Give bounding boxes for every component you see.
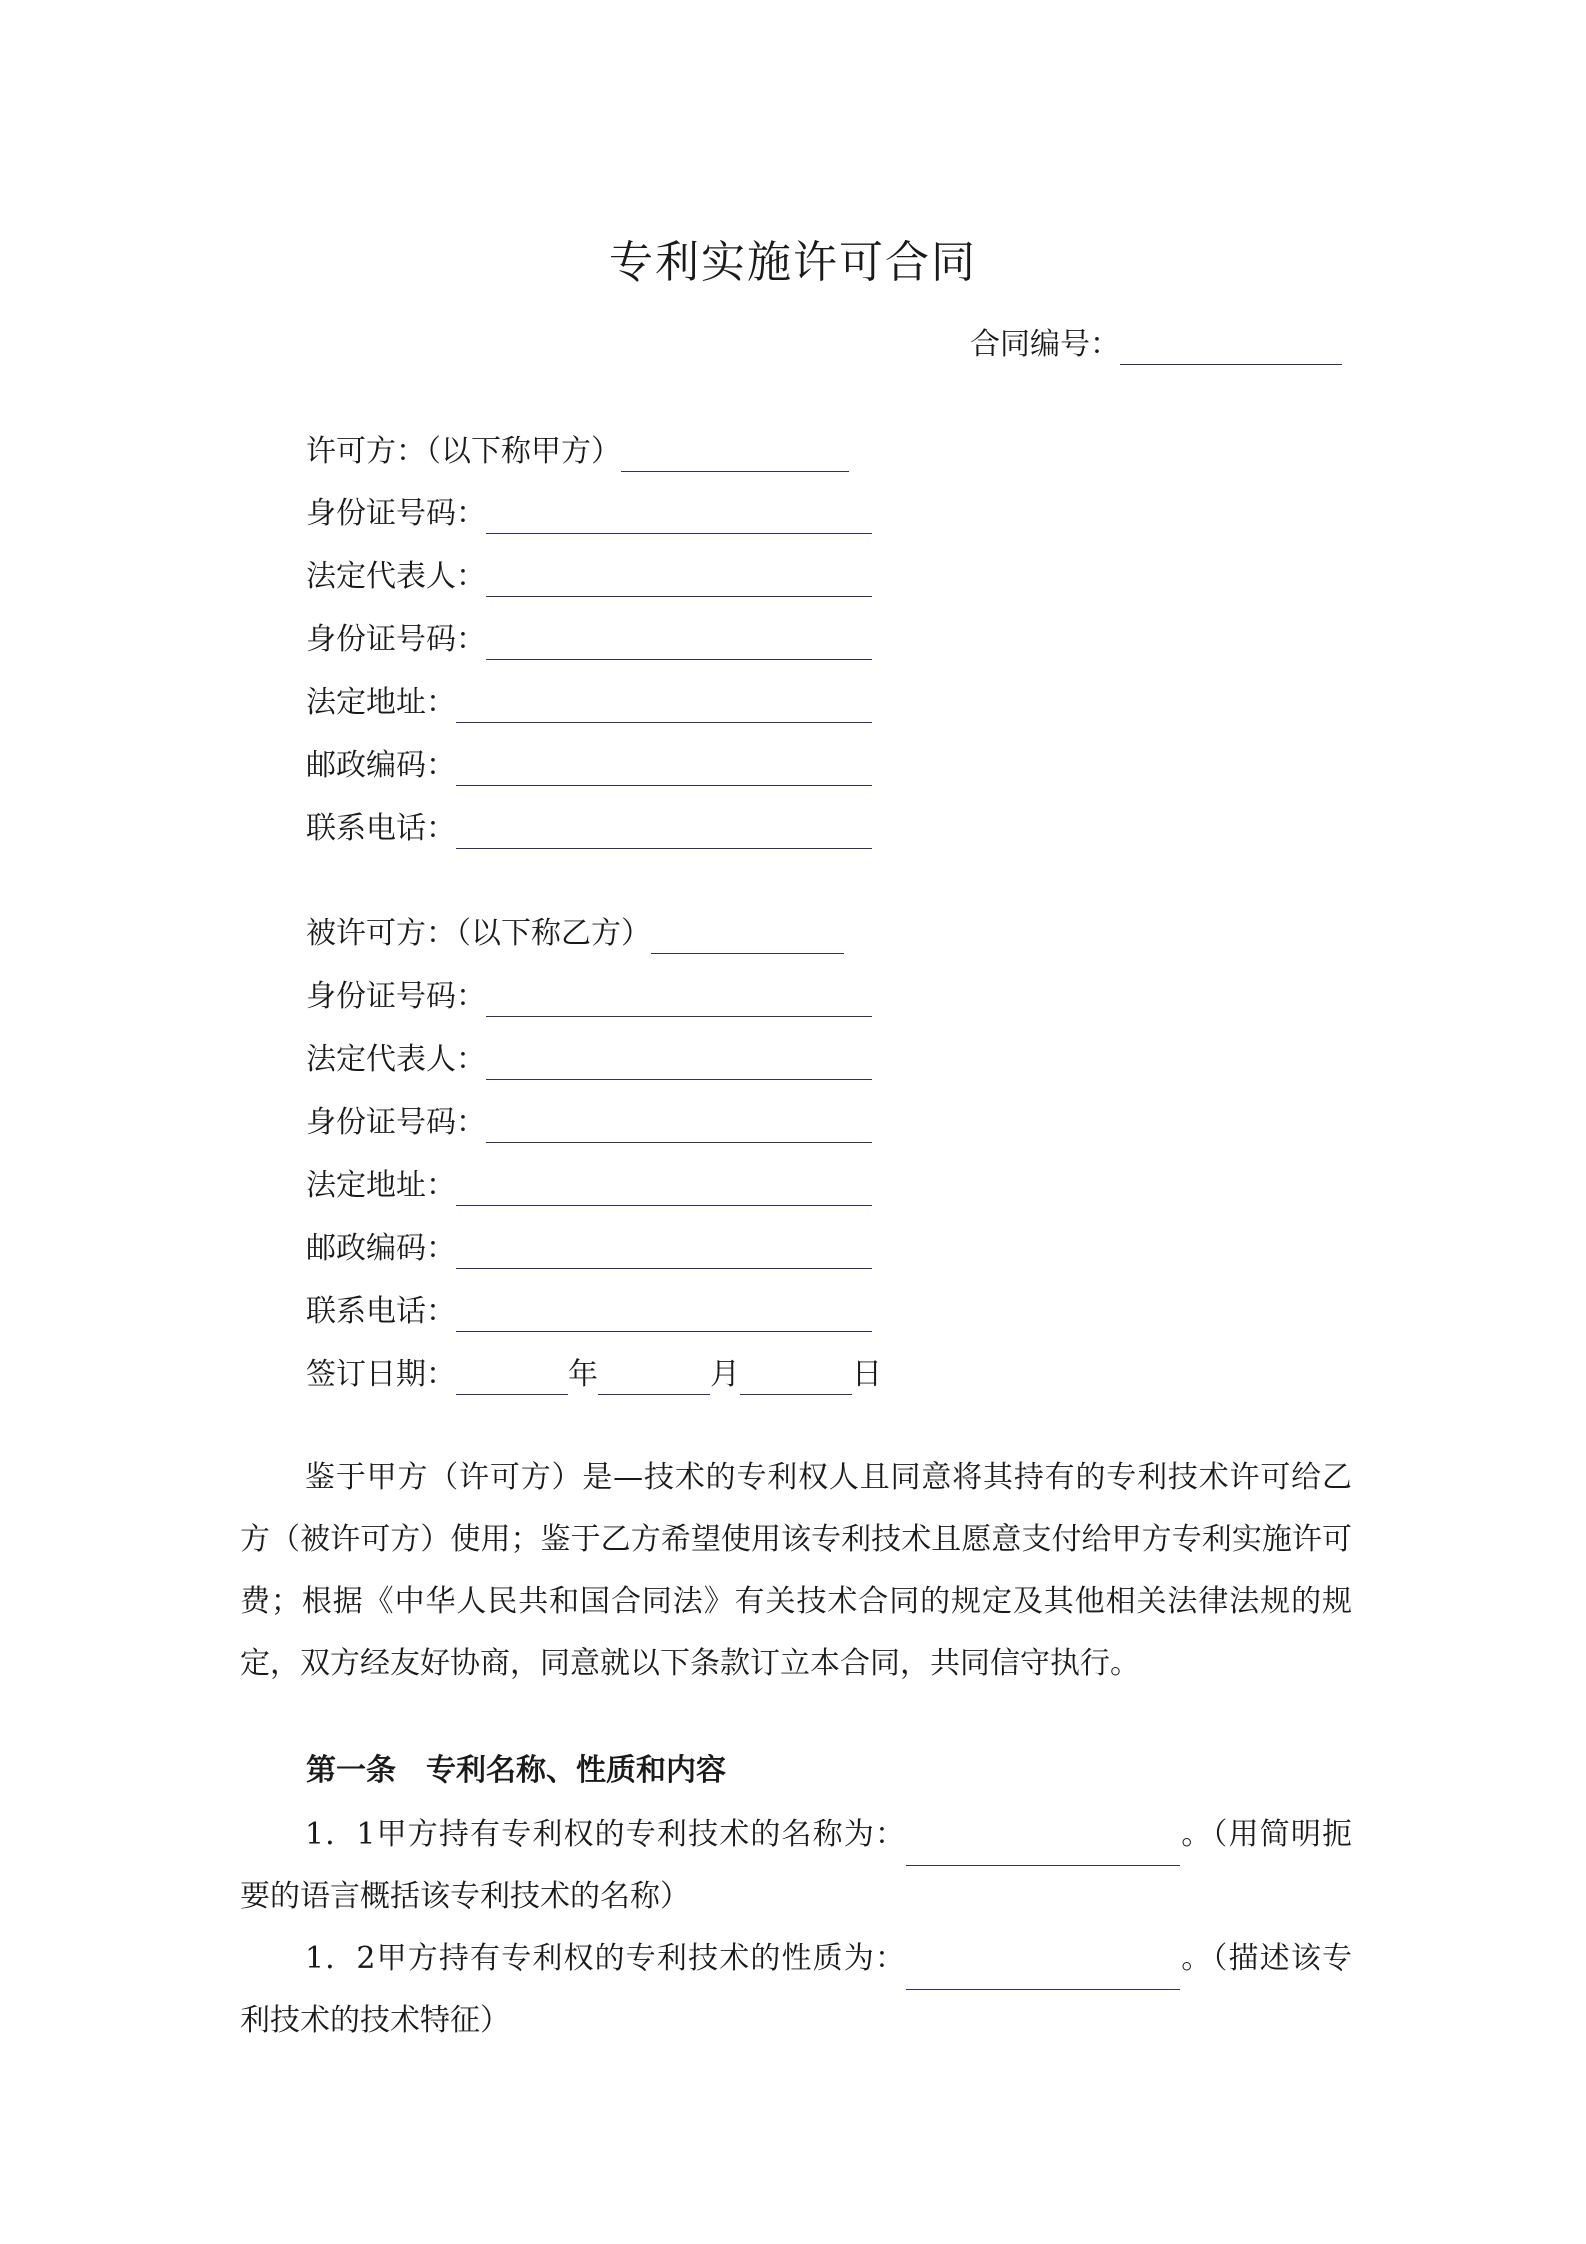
field-label: 法定地址： [306, 685, 456, 720]
licensor-field-row [306, 557, 872, 597]
field-blank[interactable] [456, 753, 872, 786]
licensee-field-row [306, 1166, 872, 1206]
licensee-field-row [306, 1292, 872, 1332]
field-label: 法定地址： [306, 1168, 456, 1203]
patent-name-blank[interactable] [906, 1835, 1180, 1866]
field-blank[interactable] [456, 1173, 872, 1206]
clause-1-1-note: 。（用简明扼要的语言概括该专利技术的名称） [240, 1817, 1352, 1914]
clause-1-1 [240, 1804, 1352, 1928]
field-label: 身份证号码： [306, 622, 486, 657]
clause-1-2-note: 。（描述该专利技术的技术特征） [240, 1941, 1352, 2038]
year-label: 年 [568, 1357, 598, 1392]
licensor-field-row [306, 809, 872, 849]
licensor-header-row [306, 432, 849, 472]
document-title: 专利实施许可合同 [609, 237, 977, 288]
licensee-field-row [306, 1103, 872, 1143]
licensee-field-row [306, 1040, 872, 1080]
month-blank[interactable] [598, 1362, 710, 1395]
field-label: 法定代表人： [306, 559, 486, 594]
clause-1-1-text: 1．1甲方持有专利权的专利技术的名称为： [305, 1817, 907, 1852]
clause-1-2 [240, 1928, 1352, 2052]
licensor-field-row [306, 683, 872, 723]
contract-number-blank[interactable] [1120, 332, 1342, 365]
field-blank[interactable] [456, 1236, 872, 1269]
field-blank[interactable] [486, 1110, 872, 1143]
preamble-paragraph: 鉴于甲方（许可方）是—技术的专利权人且同意将其持有的专利技术许可给乙方（被许可方）使用；鉴于乙方希望使用该专利技术且愿意支付给甲方专利实施许可费；根据《中华人民共和国合同法》有关技术合同的规定及其他相关法律法规的规定，双方经友好协商，同意就以下条款订立本合同，共同信守执行。 [240, 1460, 1352, 1681]
licensor-field-row [306, 494, 872, 534]
field-blank[interactable] [456, 690, 872, 723]
licensee-header-row [306, 914, 844, 954]
licensor-field-row [306, 620, 872, 660]
field-blank[interactable] [486, 1047, 872, 1080]
field-blank[interactable] [486, 984, 872, 1017]
article-1-heading: 第一条 专利名称、性质和内容 [306, 1753, 726, 1788]
licensee-header: 被许可方：（以下称乙方） [306, 916, 651, 951]
field-blank[interactable] [456, 816, 872, 849]
field-label: 邮政编码： [306, 748, 456, 783]
licensor-field-row [306, 746, 872, 786]
field-label: 身份证号码： [306, 1105, 486, 1140]
licensor-header: 许可方：（以下称甲方） [306, 434, 621, 469]
field-label: 身份证号码： [306, 496, 486, 531]
year-blank[interactable] [456, 1362, 568, 1395]
month-label: 月 [710, 1357, 740, 1392]
day-label: 日 [852, 1357, 882, 1392]
field-label: 邮政编码： [306, 1231, 456, 1266]
contract-number-label: 合同编号： [970, 327, 1120, 362]
field-label: 身份证号码： [306, 979, 486, 1014]
field-blank[interactable] [486, 627, 872, 660]
field-label: 联系电话： [306, 811, 456, 846]
licensee-field-row [306, 1229, 872, 1269]
field-label: 法定代表人： [306, 1042, 486, 1077]
day-blank[interactable] [740, 1362, 852, 1395]
patent-nature-blank[interactable] [906, 1959, 1180, 1990]
clause-1-2-text: 1．2甲方持有专利权的专利技术的性质为： [305, 1941, 907, 1976]
field-label: 联系电话： [306, 1294, 456, 1329]
field-blank[interactable] [486, 564, 872, 597]
field-blank[interactable] [456, 1299, 872, 1332]
contract-number-row [970, 325, 1342, 365]
licensee-name-blank[interactable] [651, 921, 844, 954]
signing-date-label: 签订日期： [306, 1357, 456, 1392]
licensor-name-blank[interactable] [621, 439, 849, 472]
field-blank[interactable] [486, 501, 872, 534]
signing-date-row [306, 1355, 882, 1395]
licensee-field-row [306, 977, 872, 1017]
